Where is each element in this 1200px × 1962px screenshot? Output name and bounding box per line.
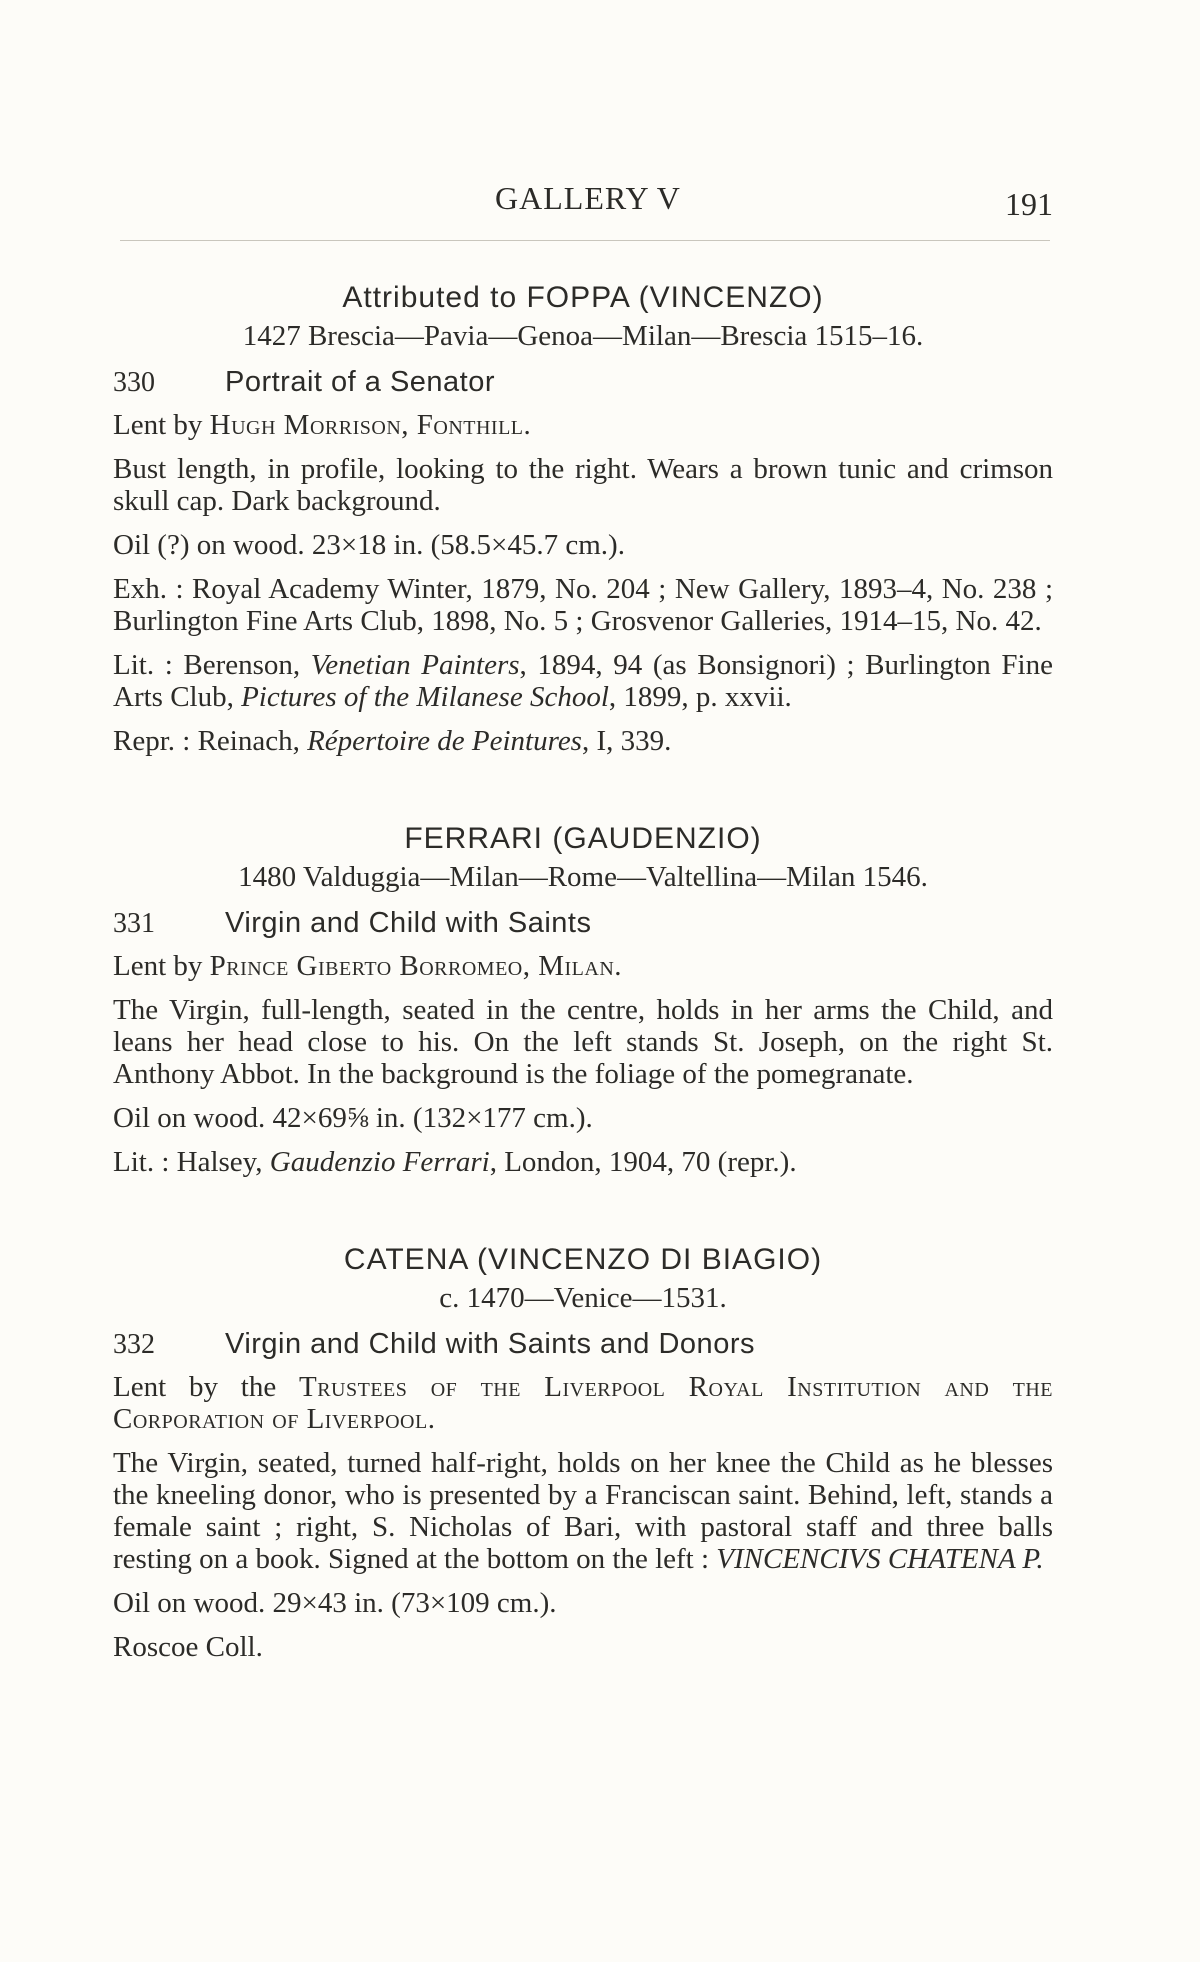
literature-title: Pictures of the Milanese School [241, 681, 609, 713]
section-gap [113, 769, 1053, 813]
medium-dimensions: Oil on wood. 42×69⅝ in. (132×177 cm.). [113, 1102, 593, 1134]
description-text: The Virgin, seated, turned half-right, holds on her knee the Child as he blesses the kneeling donor, who is presented by a Franciscan saint. Behind, left, stands a female saint ; right, S. Nicholas of Bari, with pastoral staff and three balls resting on a book. Signed at the bottom on the left : [113, 1447, 1053, 1575]
entry-title: Virgin and Child with Saints [225, 907, 592, 939]
lender-name: Trustees of the Liverpool Royal Institution and the Corporation of Liverpool. [113, 1371, 1053, 1435]
lender-line [113, 950, 1053, 982]
literature-prefix: Lit. : Halsey, [113, 1146, 270, 1178]
artist-dates: 1427 Brescia—Pavia—Genoa—Milan—Brescia 1515–16. [242, 320, 924, 352]
entry-number: 330 [113, 367, 155, 398]
catalogue-entry [113, 907, 1053, 940]
literature-text: , 1894, 94 (as Bonsignori) ; Burlington Fine Arts Club, [113, 649, 1053, 713]
artist-dates: c. 1470—Venice—1531. [439, 1282, 727, 1314]
medium-dimensions: Oil on wood. 29×43 in. (73×109 cm.). [113, 1587, 557, 1619]
entry-title: Portrait of a Senator [225, 366, 496, 398]
literature-prefix: Lit. : Berenson, [113, 649, 311, 681]
catalogue-content [113, 282, 1053, 1675]
catalogue-entry [113, 1328, 1053, 1361]
header-rule [120, 240, 1050, 241]
literature [113, 1146, 1053, 1178]
artist-heading: CATENA (VINCENZO DI BIAGIO) [343, 1243, 823, 1276]
section-gap [113, 1190, 1053, 1234]
reproduction-title: Répertoire de Peintures [307, 725, 582, 757]
artist-heading: Attributed to FOPPA (VINCENZO) [342, 281, 824, 314]
artist-heading: FERRARI (GAUDENZIO) [404, 822, 762, 855]
literature-title: Venetian Painters [310, 649, 520, 681]
lender-name: Prince Giberto Borromeo, Milan. [209, 950, 623, 982]
exhibitions: Exh. : Royal Academy Winter, 1879, No. 204 ; New Gallery, 1893–4, No. 238 ; Burlington Fine Arts Club, 1898, No. 5 ; Grosvenor Galleries, 1914–15, No. 42. [113, 573, 1053, 637]
literature [113, 649, 1053, 713]
entry-title: Virgin and Child with Saints and Donors [225, 1328, 755, 1360]
description: Bust length, in profile, looking to the right. Wears a brown tunic and crimson skull cap. Dark background. [113, 453, 1053, 517]
literature-text: , London, 1904, 70 (repr.). [489, 1146, 797, 1178]
artist-dates: 1480 Valduggia—Milan—Rome—Valtellina—Milan 1546. [238, 861, 928, 893]
lender-prefix: Lent by the [113, 1371, 299, 1403]
description [113, 1447, 1053, 1575]
lender-line [113, 1371, 1053, 1435]
entry-number: 331 [113, 908, 155, 939]
lender-line [113, 409, 1053, 441]
entry-number: 332 [113, 1329, 155, 1360]
reproduction-text: , I, 339. [581, 725, 672, 757]
description: The Virgin, full-length, seated in the centre, holds in her arms the Child, and leans her head close to his. On the left stands St. Joseph, on the right St. Anthony Abbot. In the background is the foliage of the pomegranate. [113, 994, 1053, 1090]
literature-text: , 1899, p. xxvii. [608, 681, 792, 713]
lender-prefix: Lent by [113, 409, 210, 441]
catalogue-entry [113, 366, 1053, 399]
literature-title: Gaudenzio Ferrari [269, 1146, 490, 1178]
reproduction-prefix: Repr. : Reinach, [113, 725, 308, 757]
page-number: 191 [1005, 186, 1053, 222]
collection: Roscoe Coll. [113, 1631, 263, 1663]
lender-name: Hugh Morrison, Fonthill. [209, 409, 532, 441]
lender-prefix: Lent by [113, 950, 210, 982]
signature-inscription: VINCENCIVS CHATENA P. [716, 1543, 1044, 1575]
medium-dimensions: Oil (?) on wood. 23×18 in. (58.5×45.7 cm.). [113, 529, 625, 561]
reproduction [113, 725, 1053, 757]
running-header: GALLERY V [495, 180, 681, 216]
